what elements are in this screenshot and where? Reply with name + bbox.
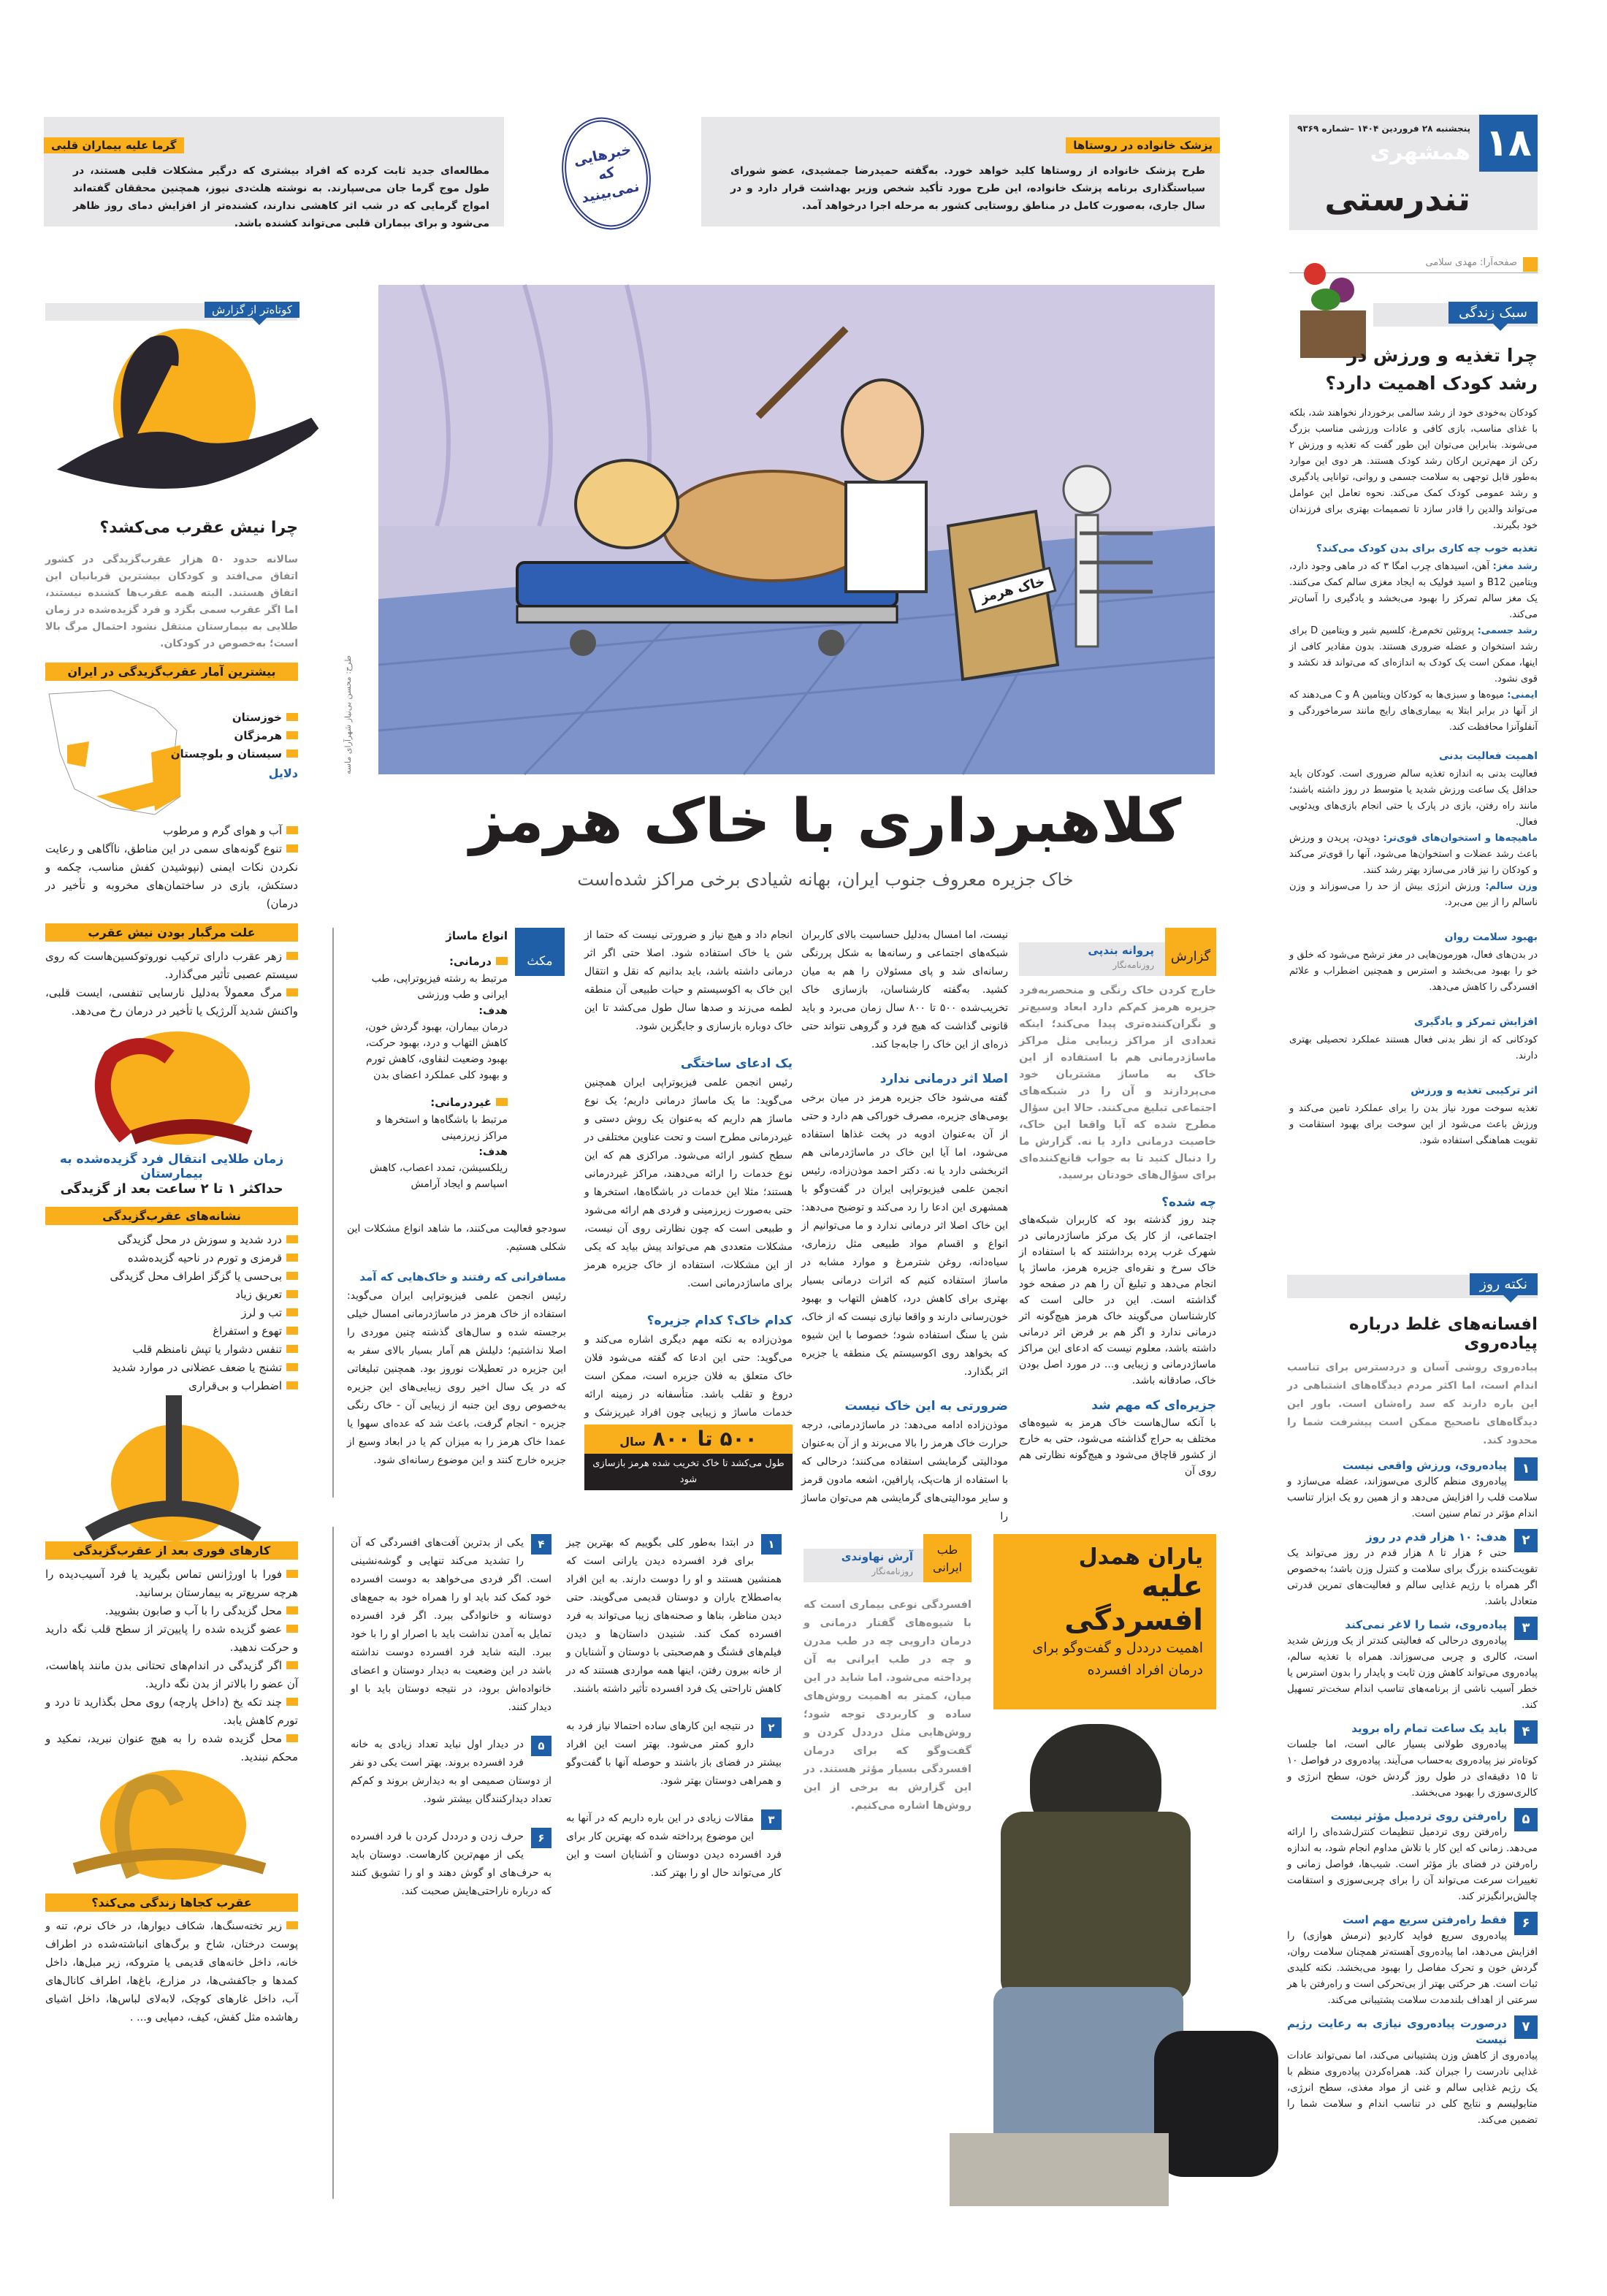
walking-body [1287, 1359, 1538, 2206]
black-scorpion-image [44, 321, 321, 504]
subheading: یک ادعای ساختگی [680, 1056, 793, 1071]
action-item: چند تکه یخ (داخل پارچه) روی محل بگذارید تا درد و تورم کاهش یابد. [45, 1693, 298, 1730]
author-name: آرش نهاوندی [841, 1550, 913, 1563]
paragraph: فعالیت بدنی به اندازه تغذیه سالم ضروری است. کودکان باید حداقل یک ساعت ورزش شدید یا متوسط در روز داشته باشند؛ مانند راه رفتن، بازی در پارک یا حتی انجام بازی‌های ویدئویی فعال. [1289, 768, 1538, 828]
paragraph: ورزش انرژی بیش از حد را می‌سوزاند و وزن ناسالم را از بین می‌برد. [1289, 881, 1538, 908]
myth-title: باید یک ساعت تمام راه بروید [1351, 1722, 1507, 1735]
section-bar: نشانه‌های عقرب‌گزیدگی [45, 1207, 298, 1225]
section-title: تندرستی [1324, 179, 1470, 218]
scorpion-title: چرا نیش عقرب می‌کشد؟ [99, 519, 298, 537]
depressed-man-photo [950, 1709, 1286, 2206]
paper-logo: همشهری [1370, 140, 1470, 165]
province-item: خوزستان [171, 709, 298, 727]
gray-scorpion-image [45, 1395, 298, 1541]
lifestyle-title: چرا تغذیه و ورزش در رشد کودک اهمیت دارد؟ [1325, 345, 1538, 394]
paragraph: نیست، اما امسال به‌دلیل حساسیت بالای کاربران شبکه‌های اجتماعی و رسانه‌ها به شکل پررنگی رسانه‌ای شد و پای مسئولان را هم به میان کشید. به‌گفته کارشناسان، بازسازی خاک تخریب‌شده ۵۰۰ تا ۸۰۰ سال زمان می‌برد و باید قانونی گذاشت که هیچ فرد و گروهی نتواند حتی ذره‌ای از این خاک را جابه‌جا کند. [801, 929, 1009, 1050]
symptom-item: تنفس دشوار یا تپش نامنظم قلب [45, 1340, 298, 1359]
type-label: غیردرمانی: [358, 1094, 508, 1112]
paragraph: با آنکه سال‌هاست خاک هرمز به شیوه‌های مختلف به حراج گذاشته می‌شود، حتی به خارج از کشور قاچاق می‌شود و هیچ‌گونه نظارتی هم روی آن [1019, 1417, 1216, 1477]
symptom-item: تعریق زیاد [45, 1286, 298, 1304]
paragraph: رئیس انجمن علمی فیزیوتراپی ایران می‌گوید: استفاده از خاک هرمز در ماساژدرمانی امسال خیلی برجسته شده و سال‌های گذشته چنین موردی را اصلا نداشتیم؛ دلیلش هم آمار بسیار بالای سفر به این جزیره در تعطیلات نوروز بود. همچنین تبلیغاتی که در یک سال اخیر روی زیبایی‌های این جزیره به‌خصوص روی این جنبه از زیبایی آن - خاک رنگی جزیره - انجام گرفت، باعث شد که عده‌ای سهوا یا عمدا خاک هرمز را به میزان کم یا در ابعاد وسیع از جزیره خارج کنند و این موضوع رسانه‌ای شود. [347, 1290, 566, 1466]
province-item: سیستان و بلوچستان [171, 745, 298, 763]
action-item: محل گزیدگی را با آب و صابون بشویید. [45, 1602, 298, 1620]
symptom-item: اضطراب و بی‌قراری [45, 1377, 298, 1395]
item-number: ۱ [761, 1534, 782, 1555]
action-item: فورا با اورژانس تماس بگیرید یا فرد آسیب‌دیده را هرچه سریع‌تر به بیمارستان برسانید. [45, 1565, 298, 1602]
lifestyle-tag: سبک زندگی [1448, 302, 1538, 324]
pause-tag: مکث [515, 928, 565, 976]
item-number: ۳ [1514, 1617, 1538, 1640]
author-role: روزنامه‌نگار [1112, 960, 1154, 970]
marker-icon [1523, 257, 1538, 272]
item-number: ۱ [1514, 1457, 1538, 1481]
reason-item: تنوع گونه‌های سمی در این مناطق، ناآگاهی و رعایت نکردن نکات ایمنی (نپوشیدن کفش مناسب، چکمه و دستکش، بازی در ساختمان‌های مخروبه و تأخیر در درمان) [45, 840, 298, 913]
myth-title: پیاده‌روی، ورزش واقعی نیست [1342, 1459, 1507, 1472]
main-headline: کلاهبرداری با خاک هرمز [469, 787, 1182, 856]
paragraph: تغذیه سوخت مورد نیاز بدن را برای عملکرد تامین می‌کند و ورزش باعث می‌شود از این سوخت برای بهبود استقامت و تقویت هماهنگی استفاده شود. [1289, 1103, 1538, 1146]
myth-body: پیاده‌روی از کاهش وزن پشتیبانی می‌کند، اما نمی‌تواند عادات غذایی نادرست را جبران کند. همراه‌کردن پیاده‌روی منظم با یک رژیم غذایی سالم و غنی از مواد مغذی، سطح انرژی، متابولیسم و نتایج کلی در تناسب اندام و سلامت شما را تضمین می‌کند. [1287, 2050, 1538, 2126]
paragraph: انجام داد و هیچ نیاز و ضرورتی نیست که حتما از شن یا خاک استفاده شود. اصلا حتی اگر اثر درمانی داشته باشد، باید بدانیم که نقل و انتقال این خاک به اکوسیستم و حیات طبیعی آن منطقه لطمه می‌زند و صدها سال طول می‌کشد تا این خاک دوباره بازسازی و جایگزین شود. [584, 929, 793, 1032]
type-body: مرتبط به رشته فیزیوتراپی، طب ایرانی و طب ورزشی [371, 973, 508, 1001]
paragraph: چند روز گذشته بود که کاربران شبکه‌های اجتماعی، از کار یک مرکز ماساژدرمانی در شهرک غرب پرده برداشتند که با استفاده از خاک سرخ و نقره‌ای جزیره هرمز، ماساژ پا انجام می‌دهد و تبلیغ آن را هم در صفحه خود گذاشته است. این در حالی است که کارشناسان می‌گویند خاک هرمز هیچ‌گونه اثر درمانی ندارد و اگر هم بر فرض اثر درمانی داشته باشد، معلوم نیست که ادعای این مراکز ماساژدرمانی و زیبایی و... در مورد اصل بودن خاک، صادقانه باشد. [1019, 1214, 1216, 1387]
doctor-coat [846, 482, 926, 592]
cartoon-illustration [378, 285, 1215, 774]
page-number: ۱۸ [1479, 115, 1538, 172]
paragraph: میوه‌ها و سبزی‌ها به کودکان ویتامین A و C می‌دهند که از آنها در برابر ابتلا به بیماری‌های رایج مانند سرماخوردگی و آنفلوآنزا محافظت کند. [1289, 690, 1538, 733]
title-line: علیه افسردگی [1064, 1570, 1203, 1637]
province-item: هرمزگان [171, 727, 298, 745]
walking-title: افسانه‌های غلط درباره پیاده‌روی [1348, 1315, 1538, 1353]
walking-tag: نکته روز [1470, 1273, 1538, 1295]
gold-scorpion-image [45, 1766, 298, 1883]
myth-title: پیاده‌روی، شما را لاغر نمی‌کند [1345, 1618, 1507, 1631]
action-item: محل گزیده شده را به هیچ عنوان نبرید، نمکید و محکم نبندید. [45, 1730, 298, 1766]
masthead [1289, 115, 1538, 230]
paragraph: گفته می‌شود خاک جزیره هرمز در میان برخی بومی‌های جزیره، مصرف خوراکی هم دارد و حتی از آن به‌عنوان ادویه در پخت غذاها استفاده می‌شود، اما آیا این خاک در ماساژدرمانی هم اثربخشی دارد یا نه. دکتر احمد موذن‌زاده، رئیس انجمن علمی فیزیوتراپی ایران در گفت‌وگو با همشهری این ادعا را رد می‌کند و توضیح می‌دهد: این خاک اصلا اثر درمانی ندارد و ما می‌توانیم از انواع و اقسام مواد طبیعی مثل رزماری، سیاه‌دانه، روغن شترمرغ و موارد مشابه در ماساژ استفاده کنیم که اثرات درمانی بسیار بهتری برای کاهش درد، کاهش التهاب و بهبود خون‌رسانی دارند و واقعا نیازی نیست که از خاک، شن یا سنگ استفاده شود؛ خصوصا با این شیوه که بخواهد روی اکوسیستم یک منطقه یا جزیره اثر بگذارد. [801, 1092, 1008, 1378]
cartoon-credit: طرح: محسن بی‌نیاز شهرآرای ماسه [343, 655, 353, 774]
myth-item [1287, 1808, 1538, 1904]
scorpion-tag: کوتاه‌تر از گزارش [205, 302, 299, 318]
patient-head [576, 460, 678, 548]
type-label: درمانی: [358, 953, 508, 971]
red-scorpion-image [45, 1028, 298, 1152]
reasons-title: دلایل [268, 766, 298, 780]
section-bar: بیشترین آمار عقرب‌گزیدگی در ایران [45, 663, 298, 681]
report-col-2 [801, 926, 1009, 1522]
stat-unit: سال [619, 1435, 646, 1449]
myth-item [1287, 1720, 1538, 1801]
paragraph: موذن‌زاده به نکته مهم دیگری اشاره می‌کند و می‌گوید: حتی این ادعا که گفته می‌شود فلان خاک متعلق به فلان جزیره است، ممکن است دروغ و تقلب باشد. متأسفانه در زمینه ارائه خدمات ماساژ و زیبایی چون افراد غیرپزشک و [584, 1334, 793, 1419]
subheading: اصلا اثر درمانی ندارد [879, 1072, 1008, 1086]
item-number: ۶ [531, 1828, 551, 1848]
lead: ماهیچه‌ها و استخوان‌های قوی‌تر: [1383, 833, 1538, 844]
myth-item [1287, 1457, 1538, 1522]
deadly-item: زهر عقرب دارای ترکیب نوروتوکسین‌هاست که روی سیستم عصبی تأثیر می‌گذارد. [45, 947, 298, 984]
walking-intro: پیاده‌روی روشی آسان و دردسترس برای تناسب اندام است، اما اکثر مردم دیدگاه‌های اشتباهی در این باره دارند که سد راه‌شان است. باور این دیدگاه‌های ناصحیح ممکن است پیشرفت شما را محدود کند. [1287, 1362, 1538, 1446]
item-number: ۵ [1514, 1808, 1538, 1831]
subheading: اثر ترکیبی تغذیه و ورزش [1411, 1085, 1538, 1096]
sack-label: خاک هرمز [968, 567, 1057, 614]
habitat-text: زیر تخته‌سنگ‌ها، شکاف دیوارها، در خاک نرم، تنه و پوست درختان، شاخ و برگ‌های انباشته‌شده در اطراف خانه، داخل خانه‌های قدیمی یا متروکه، زیر مبل‌ها، داخل کمدها و جاکفشی‌ها، در مزارع، باغ‌ها، اطراف کانال‌های آب، داخل غارهای کوچک، لابه‌لای لباس‌ها، داخل اشیای رهاشده مثل کفش، کیف، دمپایی و... . [45, 1918, 298, 2027]
subheading: کدام خاک؟ کدام جزیره؟ [646, 1313, 793, 1328]
paragraph: آهن، اسیدهای چرب امگا ۳ که در ماهی وجود دارد، ویتامین B12 و اسید فولیک به ایجاد مغزی سالم کمک می‌کنند. یک مغز سالم تمرکز را بهبود می‌بخشد و یادگیری را آسان‌تر می‌کند. [1289, 561, 1538, 620]
depression-col-1 [566, 1534, 782, 2192]
myth-title: راه‌رفتن روی تردمیل مؤثر نیست [1330, 1809, 1507, 1823]
action-item: عضو گزیده شده را پایین‌تر از سطح قلب نگه دارید و حرکت ندهید. [45, 1620, 298, 1657]
golden-time-title: زمان طلایی انتقال فرد گزیده‌شده به بیمارستان [59, 1152, 284, 1181]
advice-item [566, 1534, 782, 1698]
advice-item [351, 1736, 551, 1809]
doctor-head [842, 380, 923, 482]
box-title: انواع ماساژ [446, 929, 508, 942]
stat-box [584, 1424, 793, 1490]
main-subtitle: خاک جزیره معروف جنوب ایران، بهانه شیادی برخی مراکز شده‌است [577, 869, 1074, 890]
advice-item [351, 1534, 551, 1717]
report-col-3 [584, 926, 793, 1423]
type-goal: درمان بیماران، بهبود گردش خون، کاهش التهاب و درد، بهبود حرکت، بهبود وضعیت لنفاوی، کاهش تورم و بهبود کلی عملکرد اعضای بدن [364, 1021, 508, 1081]
subheading: اهمیت فعالیت بدنی [1438, 750, 1538, 762]
goal-label: هدف: [478, 1146, 508, 1158]
myth-body: حتی ۶ هزار تا ۸ هزار قدم در روز می‌تواند یک تقویت‌کننده بزرگ برای سلامت و کنترل وزن باشد؛ به‌خصوص اگر همراه با رژیم غذایی سالم و فعالیت‌های تمرین قدرتی متعادل باشد. [1287, 1547, 1538, 1607]
golden-time-value: حداکثر ۱ تا ۲ ساعت بعد از گزیدگی [60, 1181, 283, 1197]
depression-byline [804, 1543, 972, 1582]
myth-title: درصورت پیاده‌روی نیازی به رعایت رژیم نیست [1287, 2017, 1507, 2046]
paragraph: در بدن‌های فعال، هورمون‌هایی در مغز ترشح می‌شود که خلق و خو را بهبود می‌بخشد و استرس و همچنین اضطراب و علائم افسردگی را کاهش می‌دهد. [1289, 950, 1538, 993]
news-title: گرما علیه بیماران قلبی [44, 137, 184, 153]
paragraph: سودجو فعالیت می‌کنند، ما شاهد انواع مشکلات این شکلی هستیم. [347, 1223, 566, 1253]
myth-body: پیاده‌روی درحالی که فعالیتی کندتر از یک ورزش شدید است، کالری و چربی می‌سوزاند. همراه با تغذیه سالم، پیاده‌روی می‌تواند کاهش وزن ثابت و پایدار را بدون استرس یا خطر آسیب ناشی از برنامه‌های تناسب اندام سخت‌تر تسهیل کند. [1287, 1635, 1538, 1711]
report-intro: خارج کردن خاک رنگی و منحصربه‌فرد جزیره هرمز کم‌کم دارد ابعاد وسیع‌تر و نگران‌کننده‌تری پیدا می‌کند؛ اینکه تعدادی از مراکز زیبایی مثل مراکز ماساژدرمانی هم با استفاده از این خاک به ماساژ مشتریان خود می‌پردازند و آن را در شبکه‌های اجتماعی تبلیغ می‌کنند. حالا این سؤال مطرح شده که آیا واقعا این خاک، خاصیت درمانی دارد یا نه. گزارش ما را دنبال کنید تا به جواب قانع‌کننده‌ای برای سؤال‌های خودتان برسید. [1019, 985, 1216, 1181]
stamp-text: خبرهایی که نمی‌بینید [572, 140, 641, 207]
advice-body: حرف زدن و درددل کردن با فرد افسرده یکی از مهم‌ترین کارهاست. دوستان باید به حرف‌های او گوش دهند و او را تشویق کنند که درباره ناراحتی‌هایش صحبت کند. [351, 1831, 551, 1897]
intro-text: افسردگی نوعی بیماری است که با شیوه‌های گفتار درمانی و درمان دارویی چه در طب مدرن و چه در طب ایرانی به آن پرداخته می‌شود. اما شاید در این میان، کمتر به اهمیت روش‌های ساده و کاربردی توجه شود؛ روش‌هایی مثل درددل کردن و گفت‌وگو که برای درمان افسردگی بسیار مؤثر هستند. در این گزارش به برخی از این روش‌ها اشاره می‌کنیم. [804, 1599, 972, 1812]
symptom-item: قرمزی و تورم در ناحیه گزیده‌شده [45, 1249, 298, 1267]
section-bar: کارهای فوری بعد از عقرب‌گزیدگی [45, 1541, 298, 1560]
subheading: افزایش تمرکز و یادگیری [1413, 1016, 1538, 1028]
subheading: تغذیه خوب چه کاری برای بدن کودک می‌کند؟ [1316, 543, 1538, 554]
lifestyle-body [1289, 405, 1538, 1216]
report-col-4 [347, 1220, 566, 1505]
lead: ایمنی: [1507, 690, 1538, 701]
item-number: ۲ [761, 1717, 782, 1738]
lead: وزن سالم: [1485, 881, 1538, 892]
myth-title: هدف: ۱۰ هزار قدم در روز [1366, 1530, 1507, 1544]
depression-col-2 [351, 1534, 551, 2192]
action-item: اگر گزیدگی در اندام‌های تحتانی بدن مانند پاهاست، آن عضو را بالاتر از بدن نگه دارید. [45, 1657, 298, 1693]
paragraph: دویدن، پریدن و ورزش باعث رشد عضلات و استخوان‌ها می‌شود، آنها را قوی‌تر می‌کند و کودکان را نیز قادر می‌سازد بهتر رشد کنند. [1289, 833, 1538, 876]
advice-body: در ابتدا به‌طور کلی بگوییم که بهترین چیز برای فرد افسرده دیدن یارانی است که همنشین هستند و او را دوست دارند. به این افراد به‌اصطلاح یاران و دوستان قدیمی می‌گویند. حتی دیدن مناظر، بناها و صحنه‌های زیبا می‌تواند به فرد افسرده کمک کند. شنیدن داستان‌ها و دیدن فیلم‌های قشنگ و هم‌صحبتی با دوستان و آشنایان و از خانه بیرون رفتن، اینها همه مواردی هستند که در کاهش ناراحتی یک فرد افسرده تأثیر داشته باشند. [566, 1537, 782, 1695]
advice-body: در نتیجه این کارهای ساده احتمالا نیاز فرد به دارو کمتر می‌شود. بهتر است این افراد بیشتر در فضای باز باشند و حوصله آنها با گفت‌وگو و همراهی دوستان بهتر شود. [566, 1720, 782, 1787]
iran-map [45, 687, 298, 822]
paragraph: پروتئین تخم‌مرغ، کلسیم شیر و ویتامین D برای رشد استخوان و عضله ضروری هستند. بدون مقادیر کافی از اینها، ممکن است یک کودک به اندازه‌ای که می‌تواند قد نکشد و قوی نشود. [1289, 625, 1538, 684]
column-divider [332, 1527, 334, 2199]
kicker: طب ایرانی [923, 1534, 972, 1582]
advice-item [566, 1717, 782, 1790]
iran-map-icon [45, 687, 184, 822]
paragraph: رئیس انجمن علمی فیزیوتراپی ایران همچنین می‌گوید: ما یک ماساژ درمانی داریم؛ یک نوع ماساژ هم داریم که به‌عنوان یک روش دستی و غیردرمانی مطرح است و تحت عناوین مختلفی در سطح کشور ارائه می‌شود. مراکزی هم که این نوع خدمات را ارائه می‌دهند، مراکز غیردرمانی هستند؛ مثلا این خدمات در باشگاه‌ها، استخرها و حتی به‌صورت زیرزمینی و فردی هم ارائه می‌شود و طبیعی است که چون نظارتی روی آن نیست، مشکلات متعددی هم می‌تواند پیش بیاید که یکی از این مشکلات، استفاده از خاک جزیره هرمز برای ماساژدرمانی است. [584, 1077, 793, 1289]
symptom-item: تشنج یا ضعف عضلانی در موارد شدید [45, 1359, 298, 1377]
subheading: چه شده؟ [1161, 1195, 1216, 1210]
advice-item [351, 1828, 551, 1901]
depression-title-box [993, 1534, 1216, 1709]
advice-body: یکی از بدترین آفت‌های افسردگی که آن را تشدید می‌کند تنهایی و گوشه‌نشینی است. اگر فردی می‌خواهد به دوست افسرده خود کمک کند باید او را همراه خود به جمع‌های دوستانه و خانوادگی ببرد. اگر فرد افسرده تمایل به آمدن نداشت باید با اصرار او را با خود ببرد. البته شاید فرد افسرده دوست نداشته باشد در این وضعیت به دیدار دوستان و اعضای خانواده‌اش برود، در نتیجه دوستان باید با او دیدار کنند. [351, 1537, 551, 1713]
advice-body: مقالات زیادی در این باره داریم که در آنها به این موضوع پرداخته شده که بهترین کار برای فرد افسرده دیدن دوستان و آشنایان است و این کار می‌تواند حال او را بهتر کند. [566, 1812, 782, 1879]
type-goal: ریلکسیشن، تمدد اعصاب، کاهش اسپاسم و ایجاد آرامش [370, 1162, 508, 1190]
myth-item [1287, 2015, 1538, 2128]
symptom-item: درد شدید و سوزش در محل گزیدگی [45, 1231, 298, 1249]
kicker: گزارش [1165, 928, 1216, 976]
myth-item [1287, 1617, 1538, 1713]
advice-item [566, 1809, 782, 1883]
title-line: یاران همدل [1078, 1544, 1203, 1570]
section-bar: عقرب کجاها زندگی می‌کند؟ [45, 1893, 298, 1912]
type-body: مرتبط با باشگاه‌ها و استخرها و مراکز زیرزمینی [376, 1114, 508, 1142]
myth-item [1287, 1912, 1538, 2008]
paragraph: موذن‌زاده ادامه می‌دهد: در ماساژدرمانی، درجه حرارت خاک هرمز را بالا می‌برند و از آن به‌عنوان مودالیتی گرمایشی استفاده می‌کنند؛ درحالی که با استفاده از هات‌پک، پارافین، اشعه مادون قرمز و سایر مودالیتی‌های گرمایشی هم می‌توان ماساژ را [801, 1419, 1008, 1522]
scorpion-intro: سالانه حدود ۵۰ هزار عقرب‌گزیدگی در کشور اتفاق می‌افتد و کودکان بیشترین قربانیان این اتفاق هستند. البته همه عقرب‌ها کشنده نیستند، اما اگر عقرب سمی بگزد و فرد گزیده‌شده در زمان طلایی به بیمارستان منتقل نشود احتمال مرگ بالا است؛ به‌خصوص در کودکان. [45, 554, 298, 649]
item-number: ۳ [761, 1809, 782, 1830]
news-box-left [44, 117, 504, 229]
stamp [551, 109, 661, 238]
myth-title: فقط راه‌رفتن سریع مهم است [1343, 1913, 1507, 1926]
byline [1019, 942, 1216, 976]
author-role: روزنامه‌نگار [871, 1566, 913, 1576]
report-col-1 [1019, 983, 1216, 1523]
paragraph: کودکان به‌خودی خود از رشد سالمی برخوردار نخواهند شد، بلکه با غذای مناسب، بازی کافی و عادات ورزشی مناسب بزرگ می‌شوند. بنابراین می‌توان این طور گفت که تغذیه و ورزش ۲ رکن از مهم‌ترین ارکان رشد کودک هستند. هر دوی این موارد به‌طور قابل توجهی به سلامت جسمی و روانی، توانایی یادگیری و رشد عمومی کودک کمک می‌کند. نحوه تعامل این عوامل می‌تواند والدین را قادر سازد تا تصمیمات بهتری برای فرزندان خود بگیرند. [1289, 408, 1538, 531]
massage-types-box [358, 928, 508, 1213]
myth-body: پیاده‌روی طولانی بسیار عالی است، اما جلسات کوتاه‌تر نیز پیاده‌روی به‌حساب می‌آیند. پیاده‌روی در فواصل ۱۰ تا ۱۵ دقیقه‌ای در طول روز گردش خون، سطح انرژی و کالری‌سوزی را بهبود می‌بخشد. [1287, 1739, 1538, 1799]
designer-name: صفحه‌آرا: مهدی سلامی [1421, 257, 1517, 268]
stat-caption: طول می‌کشد تا خاک تخریب شده هرمز بازسازی شود [584, 1454, 793, 1490]
lead: رشد جسمی: [1477, 625, 1538, 636]
item-number: ۴ [1514, 1720, 1538, 1744]
reason-item: آب و هوای گرم و مرطوب [45, 822, 298, 840]
goal-label: هدف: [478, 1005, 508, 1017]
section-bar: علت مرگبار بودن نیش عقرب [45, 923, 298, 942]
item-number: ۷ [1514, 2015, 1538, 2039]
scorpion-column [45, 552, 298, 2202]
symptom-item: تهوع و استفراغ [45, 1322, 298, 1340]
symptom-item: بی‌حسی یا گزگز اطراف محل گزیدگی [45, 1267, 298, 1286]
symptom-item: تب و لرز [45, 1304, 298, 1322]
item-number: ۲ [1514, 1529, 1538, 1552]
subheading: جزیره‌ای که مهم شد [1091, 1398, 1216, 1413]
advice-body: در دیدار اول نباید تعداد زیادی به خانه فرد افسرده بروند. بهتر است یکی دو نفر از دوستان صمیمی او به دیدارش بروند و کم‌کم تعداد دیدارکنندگان بیشتر شود. [351, 1739, 551, 1805]
news-body: مطالعه‌ای جدید ثابت کرده که افراد بیشتری که درگیر مشکلات قلبی هستند، در طول موج گرما جان می‌سپارند. به نوشته هلث‌دی نیوز، همچنین محققان گفته‌اند امواج گرمایی که در شب اثر کاهشی ندارند، کشنده‌تر از افزایش دمای روز ظاهر می‌شود و برای بیماران قلبی می‌تواند کشنده باشد. [73, 165, 489, 229]
myth-item [1287, 1529, 1538, 1609]
news-box-right [701, 117, 1220, 226]
paragraph: کودکانی که از نظر بدنی فعال هستند عملکرد تحصیلی بهتری دارند. [1289, 1034, 1538, 1061]
myth-body: راه‌رفتن روی تردمیل تنظیمات کنترل‌شده‌ای را ارائه می‌دهد. زمانی که این کار با تلاش مداوم انجام شود، به اندازه راه‌رفتن در فضای باز مؤثر است. شیب‌ها، فواصل زمانی و تغییرات سرعت می‌تواند آن را برای چربی‌سوزی و استقامت چالش‌برانگیزتر کند. [1287, 1826, 1538, 1902]
news-title: پزشک خانواده در روستاها [1066, 137, 1220, 153]
subheading: بهبود سلامت روان [1444, 931, 1538, 943]
item-number: ۴ [531, 1534, 551, 1555]
column-divider [332, 928, 334, 1498]
subheading: ضرورتی به این خاک نیست [844, 1399, 1008, 1414]
lead: رشد مغز: [1492, 561, 1538, 572]
myth-body: پیاده‌روی منظم کالری می‌سوزاند، عضله می‌سازد و سلامت قلب را افزایش می‌دهد و از همین رو یک ابزار تناسب اندام مؤثر در تمام سنین است. [1287, 1476, 1538, 1519]
news-body: طرح پزشک خانواده از روستاها کلید خواهد خورد. به‌گفته حمیدرضا جمشیدی، عضو شورای سیاستگذاری برنامه پزشک خانواده، این طرح مورد تأکید شخص وزیر بهداشت قرار دارد و در سال جاری، به‌صورت کامل در مناطق روستایی کشور به مرحله اجرا درخواهد آمد. [730, 165, 1205, 212]
stat-value: ۵۰۰ تا ۸۰۰ [652, 1427, 757, 1451]
depression-subtitle: اهمیت درددل و گفت‌وگو برای درمان افراد افسرده [1032, 1640, 1203, 1678]
item-number: ۵ [531, 1736, 551, 1756]
issue-date: پنجشنبه ۲۸ فروردین ۱۴۰۴ –شماره ۹۳۶۹ [1297, 123, 1470, 134]
subheading: مسافرانی که رفتند و خاک‌هایی که آمد [359, 1270, 566, 1284]
author-name: پروانه بندپی [1088, 944, 1154, 957]
item-number: ۶ [1514, 1912, 1538, 1935]
depression-intro [804, 1596, 972, 1961]
deadly-item: مرگ معمولاً به‌دلیل نارسایی تنفسی، ایست قلبی، واکنش شدید آلرژیک یا تأخیر در درمان رخ می‌دهد. [45, 984, 298, 1021]
cartoon-svg [378, 285, 1215, 774]
myth-body: پیاده‌روی سریع فواید کاردیو (نرمش هوازی) را افزایش می‌دهد، اما پیاده‌روی آهسته‌تر همچنان سلامت روان، گردش خون و تحرک مفاصل را بهبود می‌بخشد. نکته کلیدی ثبات است. هر حرکتی بهتر از بی‌تحرکی است و راه‌رفتن با هر سرعتی از اهداف بلندمدت سلامت پشتیبانی می‌کند. [1287, 1930, 1538, 2006]
